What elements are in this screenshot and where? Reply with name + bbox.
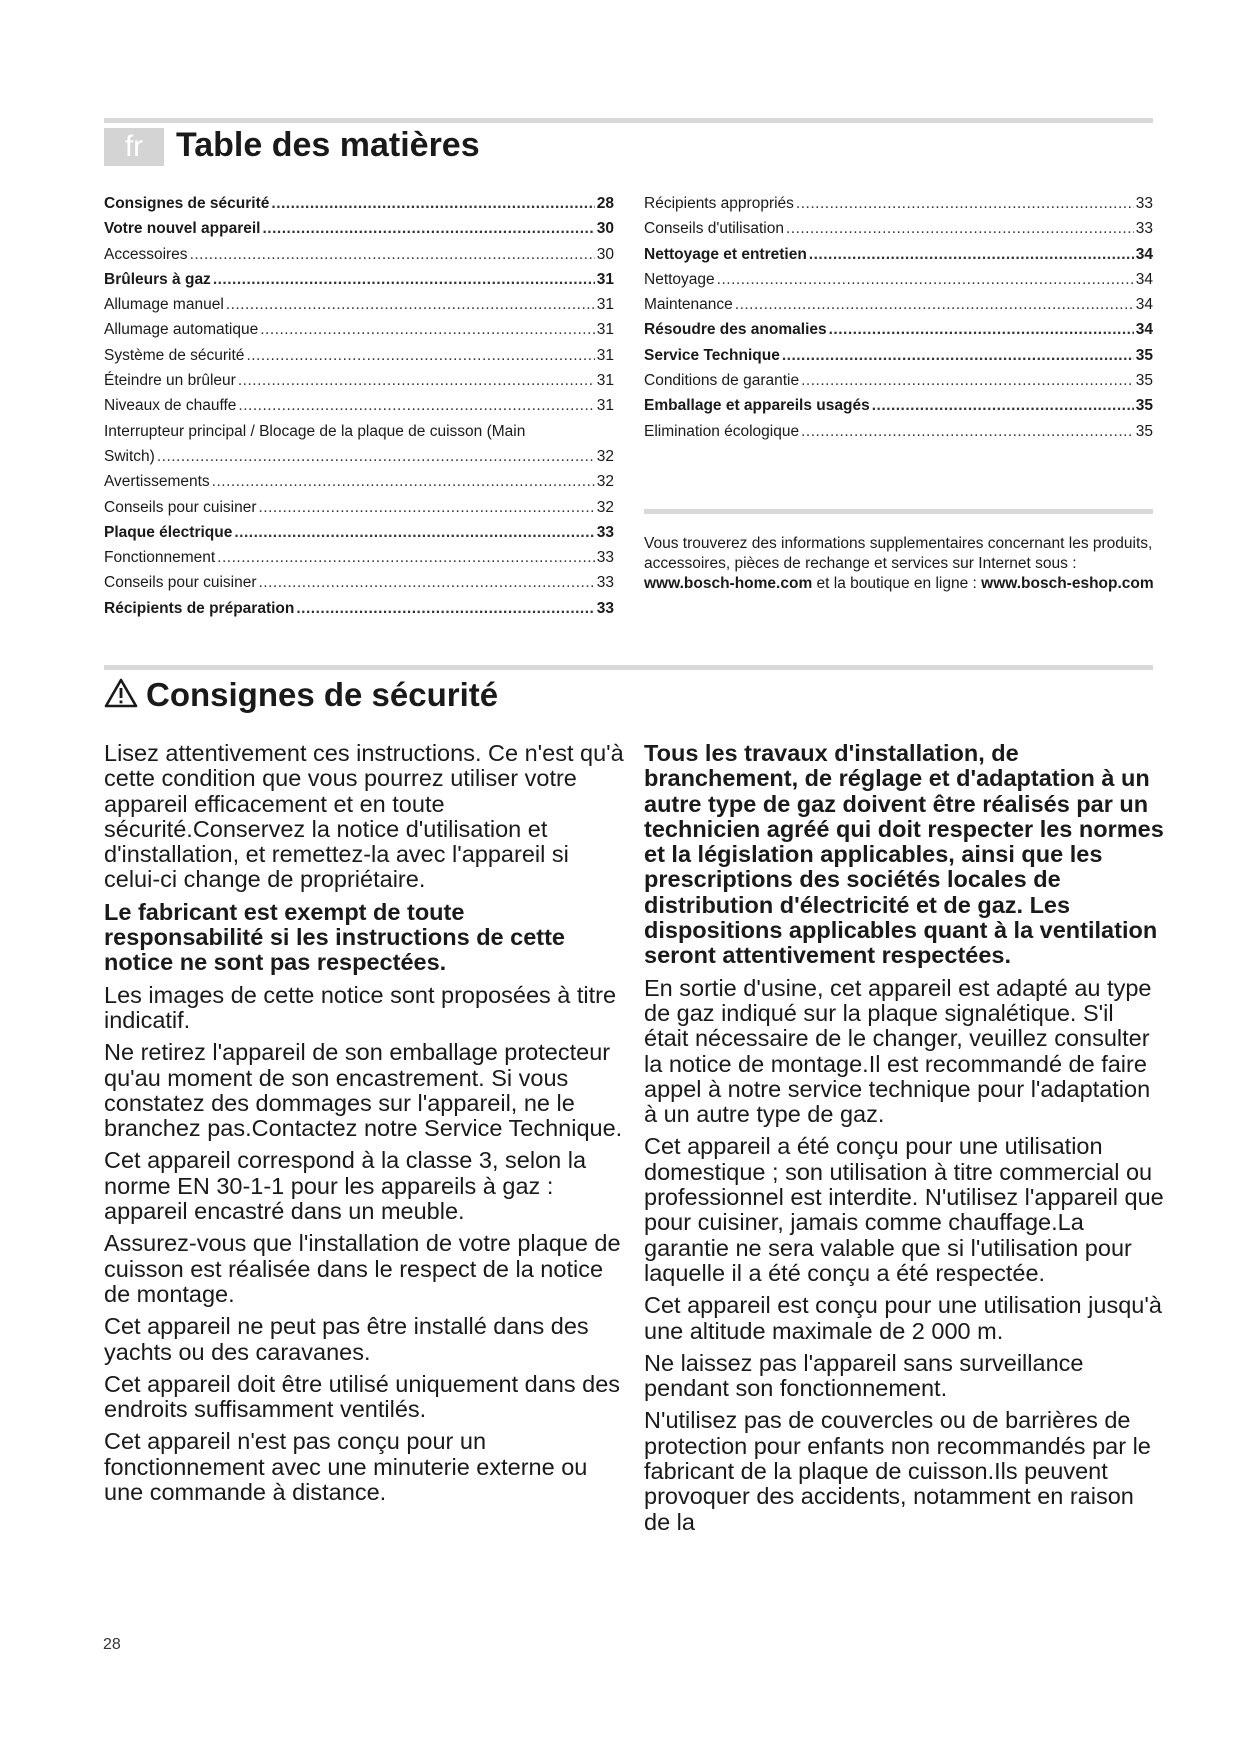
toc-entry-page: 35 — [1135, 346, 1153, 364]
toc-entry[interactable] — [644, 347, 1153, 372]
toc-entry-label: Votre nouvel appareil — [104, 220, 261, 238]
toc-leader-dots — [801, 372, 1134, 390]
toc-entry[interactable] — [104, 271, 614, 296]
toc-entry-label: Système de sécurité — [104, 346, 245, 364]
toc-entry-label: Conseils d'utilisation — [644, 220, 784, 238]
toc-entry-page: 34 — [1135, 321, 1153, 339]
toc-entry-page: 32 — [596, 498, 614, 516]
toc-leader-dots — [234, 524, 594, 542]
toc-entry[interactable] — [104, 473, 614, 498]
toc-entry-label: Nettoyage — [644, 270, 715, 288]
toc-entry-page: 34 — [1135, 270, 1153, 288]
safety-paragraph: Assurez-vous que l'installation de votre plaque de cuisson est réalisée dans le respect de la notice de montage. — [104, 1230, 621, 1307]
toc-entry-page: 28 — [596, 195, 614, 212]
toc-leader-dots — [829, 321, 1134, 339]
top-rule — [104, 118, 1153, 123]
safety-paragraph: Ne laissez pas l'appareil sans surveillance pendant son fonctionnement. — [644, 1349, 1084, 1402]
toc-entry-page: 35 — [1135, 397, 1153, 415]
info-rule — [644, 509, 1153, 514]
toc-entry[interactable] — [104, 600, 614, 625]
page-title: Table des matières — [176, 126, 480, 164]
toc-entry-page: 34 — [1135, 296, 1153, 314]
toc-entry-page: 33 — [596, 599, 614, 617]
toc-leader-dots — [296, 600, 594, 618]
toc-leader-dots — [809, 246, 1134, 264]
section-title-text: Consignes de sécurité — [146, 676, 499, 713]
toc-entry-label: Brûleurs à gaz — [104, 270, 211, 288]
safety-paragraph: N'utilisez pas de couvercles ou de barrières de protection pour enfants non recommandés par le fabricant de la plaque de cuisson.Ils peuvent provoquer des accidents, notamment en raison de la — [644, 1407, 1151, 1535]
safety-paragraph: Cet appareil est conçu pour une utilisation jusqu'à une altitude maximale de 2 000 m. — [644, 1292, 1162, 1344]
toc-leader-dots — [259, 499, 595, 517]
toc-entry-label: Allumage manuel — [104, 296, 224, 314]
toc-leader-dots — [271, 195, 594, 213]
info-text — [644, 534, 1154, 594]
toc-entry[interactable] — [644, 195, 1153, 220]
toc-entry[interactable] — [104, 524, 614, 549]
toc-entry-label: Maintenance — [644, 296, 733, 314]
toc-entry-page: 31 — [596, 397, 614, 415]
safety-warning-paragraph: Tous les travaux d'installation, de branchement, de réglage et d'adaptation à un autre type de gaz doivent être réalisés par un technicien agréé qui doit respecter les normes et la législation applicables, ainsi que les prescriptions des sociétés locales de distribution d'électricité et de gaz. Les dispositions applicables quant à la ventilation seront attentivement respectées. — [644, 740, 1164, 969]
toc-entry-page: 31 — [596, 372, 614, 390]
toc-entry-page: 31 — [596, 321, 614, 339]
toc-entry-line — [104, 423, 614, 448]
toc-entry-label: Service Technique — [644, 346, 780, 364]
toc-leader-dots — [246, 347, 594, 365]
toc-entry[interactable] — [104, 574, 614, 599]
safety-paragraph: Lisez attentivement ces instructions. Ce n'est qu'à cette condition que vous pourrez utiliser votre appareil efficacement et en toute sécurité.Conservez la notice d'utilisation et d'installation, et remettez-la avec l'appareil si celui-ci change de propriétaire. — [104, 740, 624, 893]
toc-entry-label: Nettoyage et entretien — [644, 245, 807, 263]
toc-leader-dots — [212, 473, 595, 491]
toc-entry-page: 31 — [596, 346, 614, 364]
toc-entry[interactable] — [644, 372, 1153, 397]
toc-entry-label: Conditions de garantie — [644, 372, 800, 390]
bosch-home-link[interactable]: www.bosch-home.com — [644, 575, 813, 592]
toc-entry-label: Conseils pour cuisiner — [104, 498, 257, 516]
toc-entry-label: Emballage et appareils usagés — [644, 397, 870, 415]
toc-entry-page: 34 — [1135, 245, 1153, 263]
toc-entry-page: 35 — [1135, 422, 1153, 440]
toc-entry[interactable] — [644, 423, 1153, 448]
toc-entry-label: Récipients de préparation — [104, 599, 295, 617]
language-tag: fr — [104, 128, 164, 166]
toc-leader-dots — [782, 347, 1134, 365]
safety-paragraph: En sortie d'usine, cet appareil est adapté au type de gaz indiqué sur la plaque signalétique. S'il était nécessaire de le changer, veuillez consulter la notice de montage.Il est recommandé de faire appel à notre service technique pour l'adaptation à un autre type de gaz. — [644, 974, 1152, 1128]
toc-leader-dots — [259, 574, 595, 592]
toc-entry-page: 33 — [596, 549, 614, 567]
toc-right — [644, 195, 1153, 448]
toc-leader-dots — [238, 397, 594, 415]
toc-entry[interactable] — [644, 220, 1153, 245]
toc-entry-label: Avertissements — [104, 473, 210, 491]
toc-entry[interactable] — [104, 347, 614, 372]
toc-entry-page: 33 — [1135, 220, 1153, 238]
safety-left-column — [104, 741, 624, 1512]
warning-icon — [104, 678, 138, 708]
toc-entry-page: 30 — [596, 245, 614, 263]
toc-entry-label: Fonctionnement — [104, 549, 216, 567]
toc-leader-dots — [190, 246, 595, 264]
toc-entry-label: Switch) — [104, 447, 155, 465]
toc-leader-dots — [226, 296, 595, 314]
toc-leader-dots — [238, 372, 595, 390]
toc-entry-label: Interrupteur principal / Blocage de la plaque de cuisson (Main — [104, 422, 526, 440]
toc-entry-label: Consignes de sécurité — [104, 195, 270, 212]
info-text-part: Vous trouverez des informations supplementaires concernant les produits, accessoires, pièces de rechange et services sur Internet sous : — [644, 535, 1153, 572]
toc-leader-dots — [717, 271, 1134, 289]
toc-entry-label: Plaque électrique — [104, 523, 233, 541]
toc-entry-page: 30 — [596, 220, 614, 238]
toc-entry-label: Accessoires — [104, 245, 188, 263]
toc-entry-label: Allumage automatique — [104, 321, 259, 339]
toc-entry-page: 31 — [596, 270, 614, 288]
section-rule — [104, 665, 1153, 670]
toc-entry[interactable] — [104, 499, 614, 524]
toc-leader-dots — [213, 271, 595, 289]
toc-entry[interactable] — [104, 220, 614, 245]
toc-left — [104, 195, 614, 625]
toc-leader-dots — [157, 448, 595, 466]
toc-entry[interactable] — [104, 448, 614, 473]
safety-paragraph: Cet appareil ne peut pas être installé dans des yachts ou des caravanes. — [104, 1313, 589, 1365]
toc-entry-page: 33 — [596, 523, 614, 541]
safety-paragraph: Cet appareil n'est pas conçu pour un fonctionnement avec une minuterie externe ou une commande à distance. — [104, 1428, 588, 1506]
bosch-eshop-link[interactable]: www.bosch-eshop.com — [981, 575, 1154, 592]
toc-entry[interactable] — [104, 397, 614, 422]
toc-entry[interactable] — [644, 397, 1153, 422]
info-text-part: et la boutique en ligne : — [812, 575, 982, 592]
safety-warning-paragraph: Le fabricant est exempt de toute responsabilité si les instructions de cette notice ne sont pas respectées. — [104, 898, 566, 976]
safety-paragraph: Cet appareil doit être utilisé uniquement dans des endroits suffisamment ventilés. — [104, 1370, 621, 1423]
toc-entry[interactable] — [644, 271, 1153, 296]
toc-leader-dots — [260, 321, 595, 339]
section-title — [104, 676, 498, 714]
toc-entry[interactable] — [644, 296, 1153, 321]
toc-leader-dots — [262, 220, 594, 238]
toc-entry-label: Éteindre un brûleur — [104, 372, 236, 390]
toc-entry[interactable] — [104, 549, 614, 574]
toc-entry-page: 33 — [596, 574, 614, 592]
toc-entry-label: Conseils pour cuisiner — [104, 574, 257, 592]
safety-paragraph: Cet appareil a été conçu pour une utilisation domestique ; son utilisation à titre commercial ou professionnel est interdite. N'utilisez l'appareil que pour cuisiner, jamais comme chauffage.La garantie ne sera valable que si l'utilisation pour laquelle il a été conçu a été respectée. — [644, 1133, 1164, 1286]
toc-entry-label: Récipients appropriés — [644, 195, 794, 212]
toc-entry-label: Elimination écologique — [644, 422, 800, 440]
toc-entry[interactable] — [644, 246, 1153, 271]
toc-entry-page: 32 — [596, 447, 614, 465]
toc-entry-label: Résoudre des anomalies — [644, 321, 827, 339]
toc-entry[interactable] — [104, 296, 614, 321]
toc-entry-page: 31 — [596, 296, 614, 314]
safety-paragraph: Ne retirez l'appareil de son emballage protecteur qu'au moment de son encastrement. Si vous constatez des dommages sur l'appareil, ne le branchez pas.Contactez notre Service Technique. — [104, 1039, 623, 1142]
toc-leader-dots — [735, 296, 1134, 314]
toc-entry[interactable] — [104, 321, 614, 346]
toc-entry-label: Niveaux de chauffe — [104, 397, 237, 415]
safety-right-column — [644, 741, 1164, 1542]
toc-entry[interactable] — [104, 195, 614, 220]
page-number: 28 — [103, 1636, 121, 1653]
toc-leader-dots — [786, 220, 1134, 238]
toc-leader-dots — [217, 549, 595, 567]
toc-entry-page: 32 — [596, 473, 614, 491]
safety-paragraph: Les images de cette notice sont proposées à titre indicatif. — [104, 981, 617, 1033]
toc-entry-page: 35 — [1135, 372, 1153, 390]
toc-leader-dots — [801, 423, 1134, 441]
toc-entry[interactable] — [644, 321, 1153, 346]
toc-leader-dots — [872, 397, 1134, 415]
toc-leader-dots — [796, 195, 1134, 213]
toc-entry[interactable] — [104, 372, 614, 397]
toc-entry-page: 33 — [1135, 195, 1153, 212]
safety-paragraph: Cet appareil correspond à la classe 3, selon la norme EN 30-1-1 pour les appareils à gaz : appareil encastré dans un meuble. — [104, 1147, 587, 1225]
toc-entry[interactable] — [104, 246, 614, 271]
